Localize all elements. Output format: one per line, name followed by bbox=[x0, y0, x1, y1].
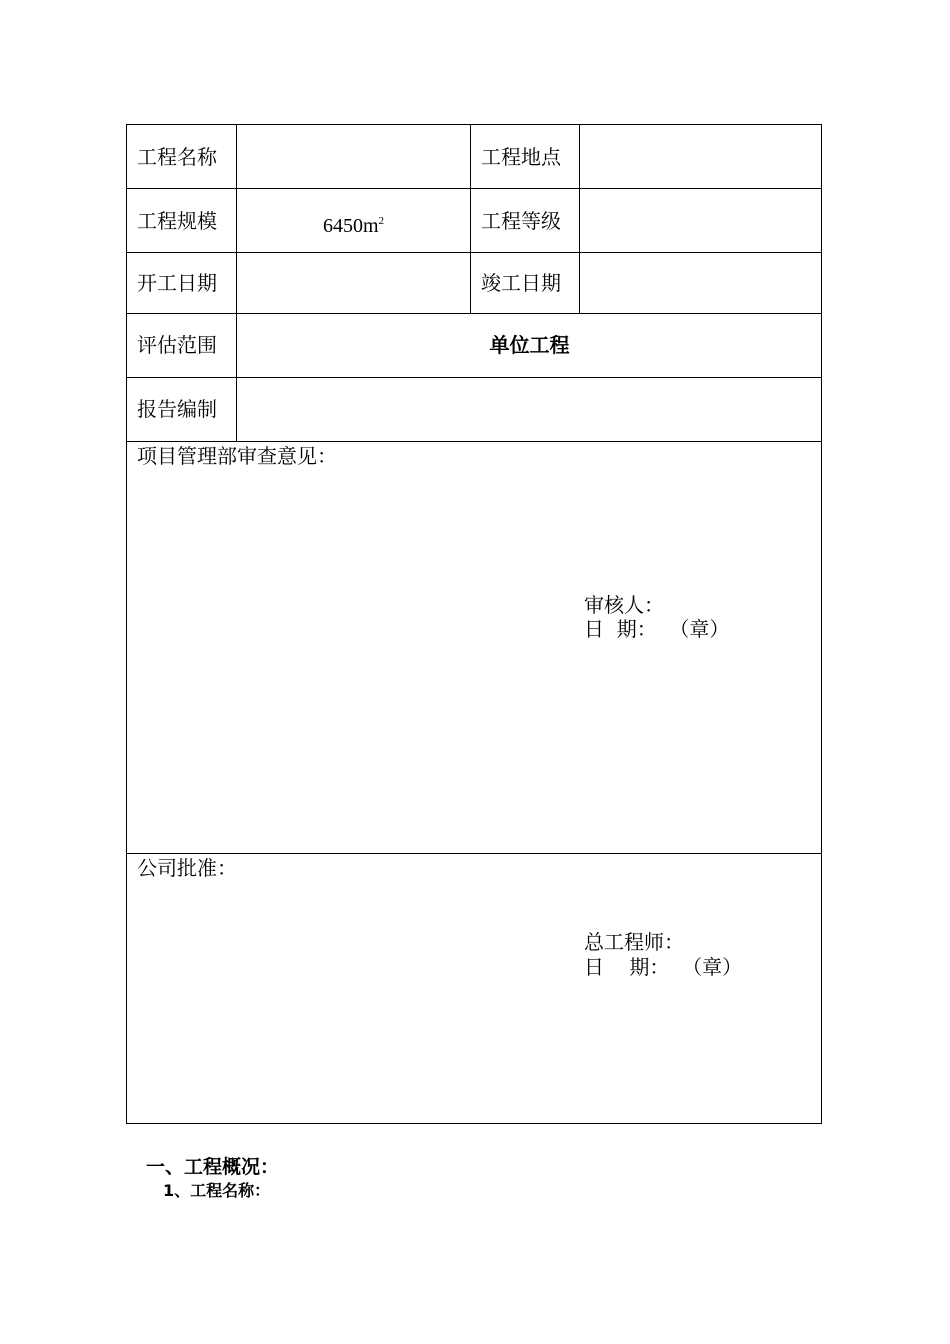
chief-engineer-label: 总工程师： bbox=[584, 930, 684, 954]
company-approval-label: 公司批准： bbox=[137, 856, 237, 880]
project-grade-label: 工程等级 bbox=[481, 209, 561, 233]
assessment-form-table bbox=[126, 124, 822, 1124]
project-location-label: 工程地点 bbox=[481, 145, 561, 169]
project-scale-label: 工程规模 bbox=[137, 209, 217, 233]
row-divider bbox=[127, 252, 821, 253]
approval-date-label: 日 期： （章） bbox=[584, 955, 743, 979]
col-divider bbox=[579, 125, 580, 313]
assessment-scope-label: 评估范围 bbox=[137, 333, 217, 357]
col-divider bbox=[470, 125, 471, 313]
review-date-label: 日 期： （章） bbox=[584, 617, 730, 641]
start-date-label: 开工日期 bbox=[137, 271, 217, 295]
project-name-label: 工程名称 bbox=[137, 145, 217, 169]
row-divider bbox=[127, 188, 821, 189]
row-divider bbox=[127, 853, 821, 854]
review-opinion-label: 项目管理部审查意见： bbox=[137, 444, 337, 468]
col-divider bbox=[236, 125, 237, 441]
row-divider bbox=[127, 313, 821, 314]
row-divider bbox=[127, 441, 821, 442]
assessment-scope-value: 单位工程 bbox=[489, 333, 570, 357]
section-heading: 一、工程概况： bbox=[146, 1156, 280, 1178]
section-subheading: 1、工程名称： bbox=[163, 1181, 271, 1200]
completion-date-label: 竣工日期 bbox=[481, 271, 561, 295]
reviewer-label: 审核人： bbox=[584, 593, 664, 617]
report-author-label: 报告编制 bbox=[137, 397, 217, 421]
project-scale-value: $6450m^2$ bbox=[322, 215, 385, 237]
row-divider bbox=[127, 377, 821, 378]
unit-superscript: 2 bbox=[378, 215, 385, 227]
